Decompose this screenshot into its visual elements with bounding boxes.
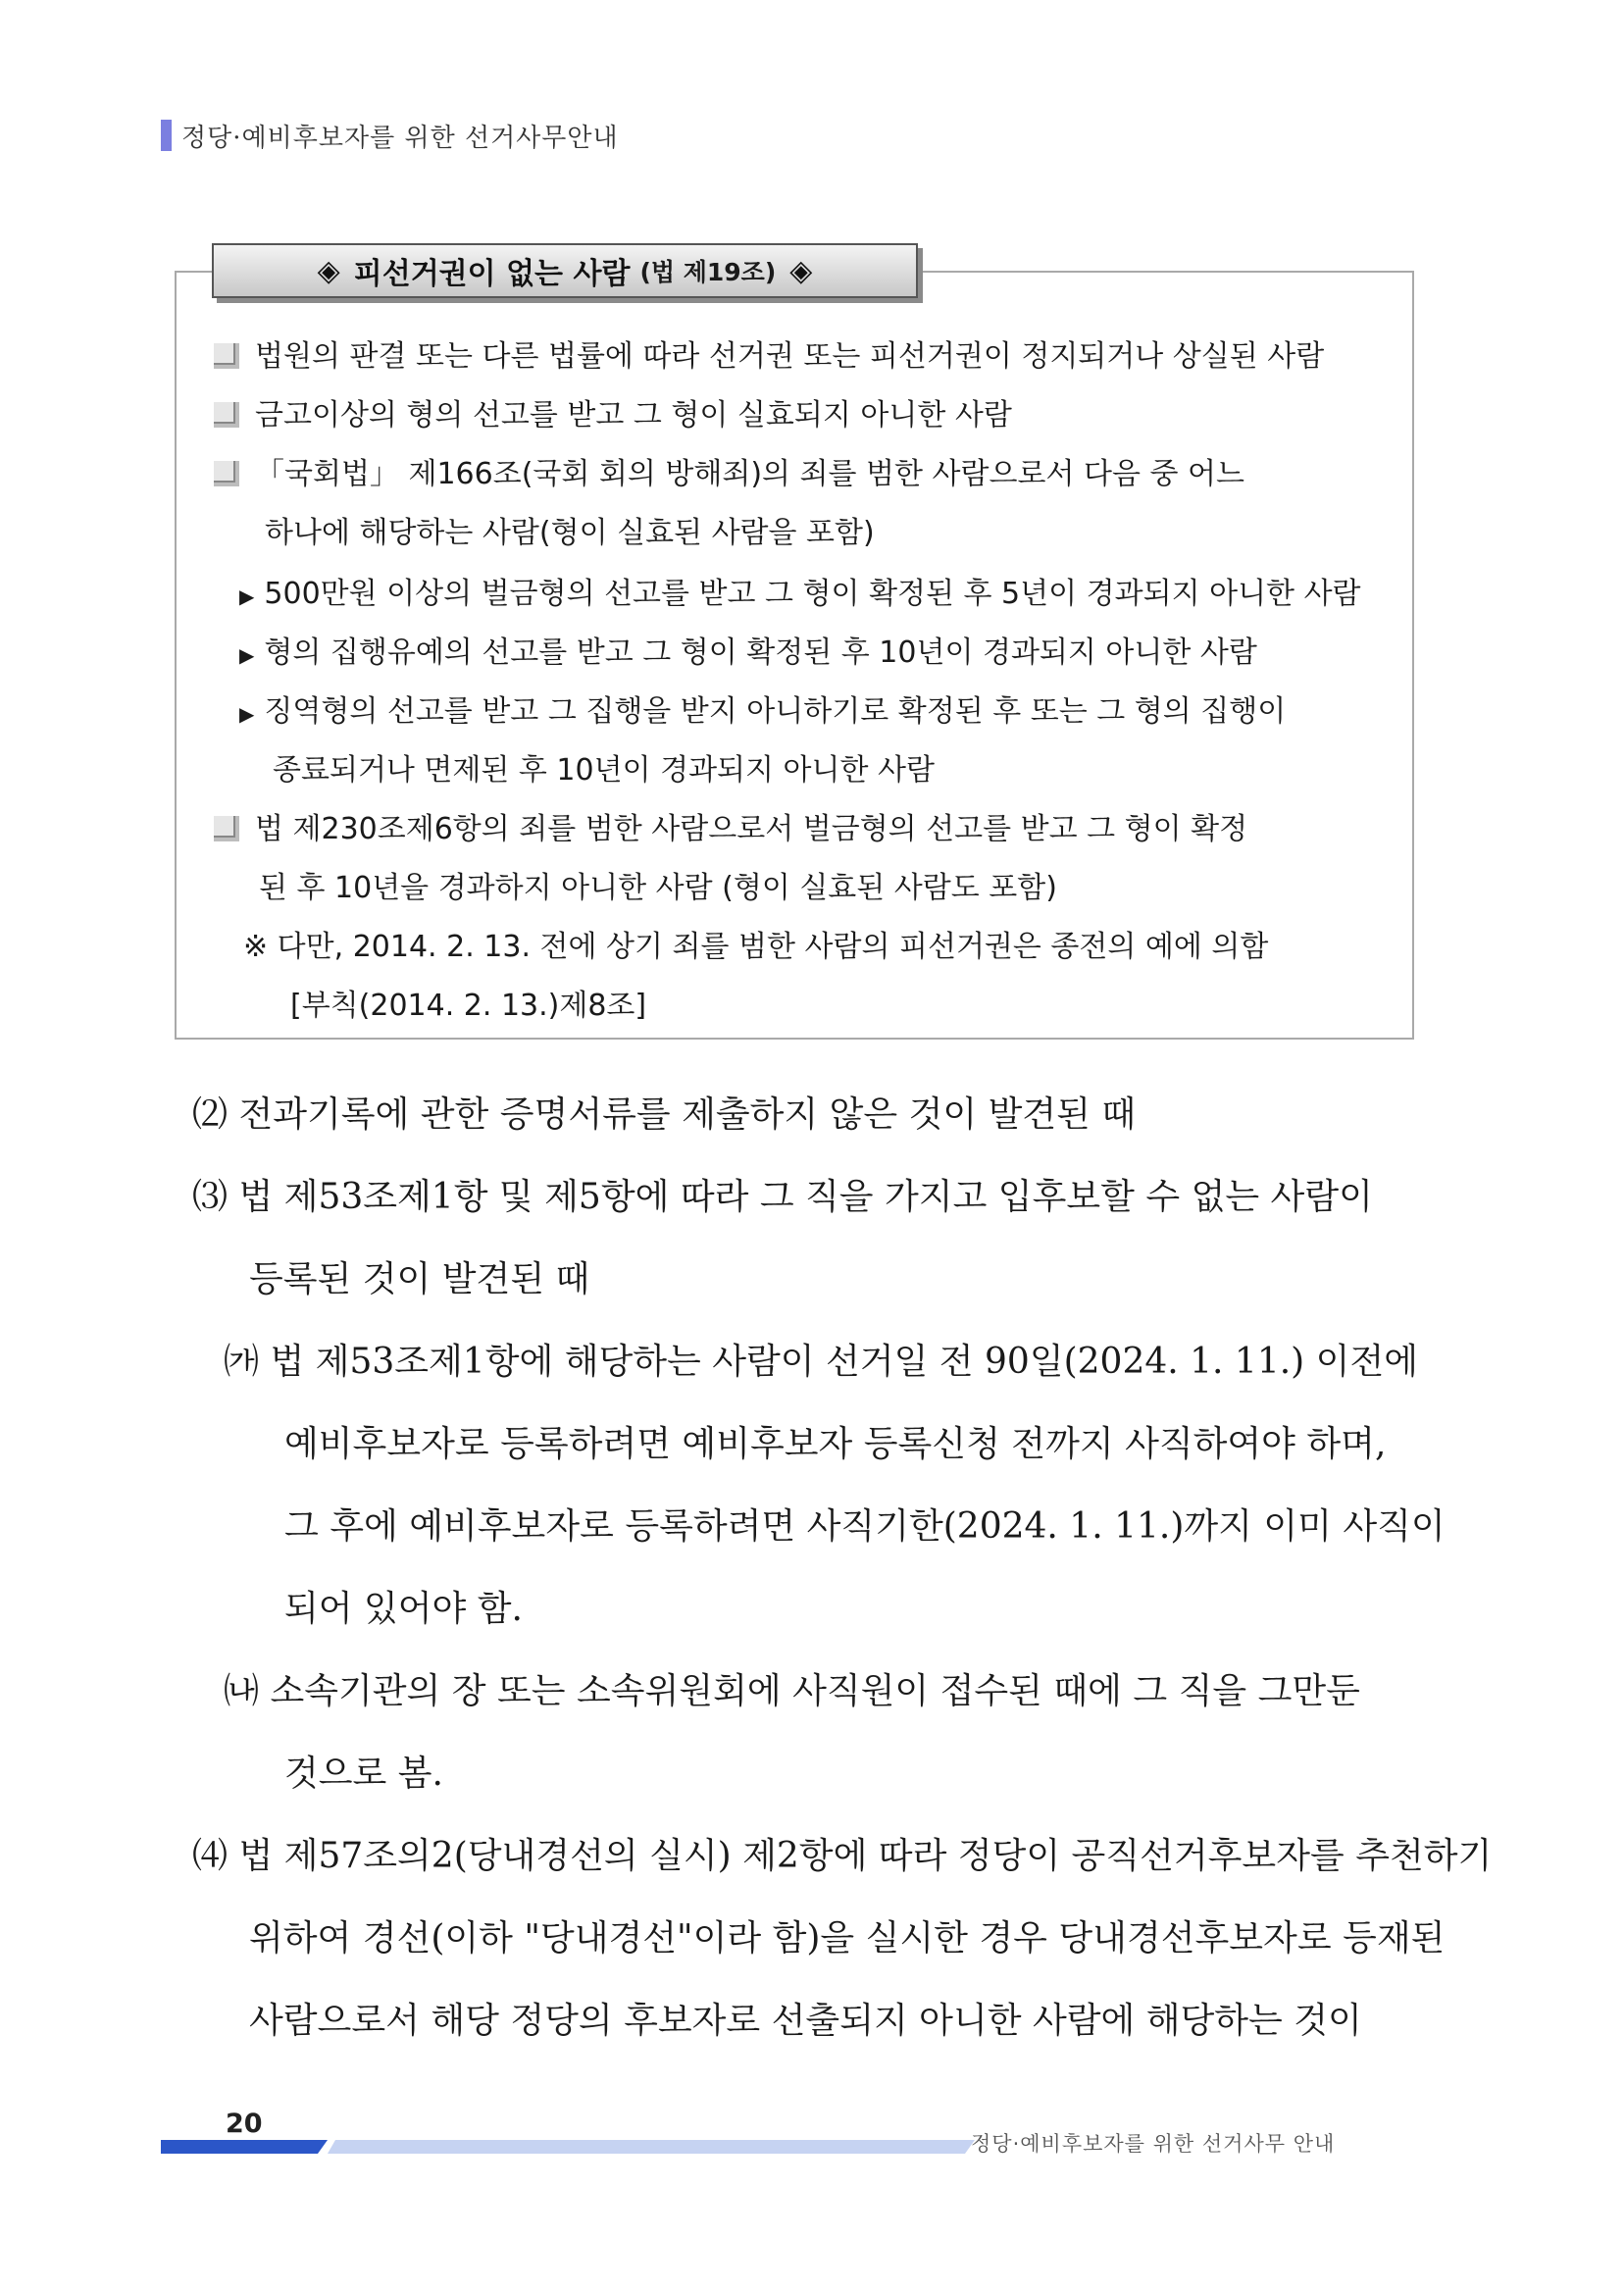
body-line: ㈎ 법 제53조제1항에 해당하는 사람이 선거일 전 90일(2024. 1. 11.) 이전에 [224,1342,1419,1382]
box-title-text: 피선거권이 없는 사람 [353,257,631,291]
box-item-continued: 하나에 해당하는 사람(형이 실효된 사람을 포함) [265,516,875,550]
box-item: 법원의 판결 또는 다른 법률에 따라 선거권 또는 피선거권이 정지되거나 상실된 사람 [214,331,1324,375]
page-number: 20 [226,2109,263,2139]
square-bullet-icon [214,461,239,486]
triangle-bullet-icon: ▶ [239,585,255,608]
header-accent-bar [161,120,172,151]
footer-bar-dark [161,2140,328,2154]
box-title [212,243,918,298]
body-line: ⑷ 법 제57조의2(당내경선의 실시) 제2항에 따라 정당이 공직선거후보자를 추천하기 [192,1836,1493,1876]
triangle-bullet-icon: ▶ [239,702,255,726]
box-item: 법 제230조제6항의 죄를 범한 사람으로서 벌금형의 선고를 받고 그 형이 확정 [214,804,1247,847]
square-bullet-icon [214,816,239,841]
body-line: ⑶ 법 제53조제1항 및 제5항에 따라 그 직을 가지고 입후보할 수 없는 사람이 [192,1177,1373,1217]
body-line: 등록된 것이 발견된 때 [249,1259,590,1299]
body-line: 예비후보자로 등록하려면 예비후보자 등록신청 전까지 사직하여야 하며, [284,1424,1387,1464]
box-note-continued: [부칙(2014. 2. 13.)제8조] [290,989,647,1023]
body-line: ⑵ 전과기록에 관한 증명서류를 제출하지 않은 것이 발견된 때 [192,1094,1137,1135]
box-subitem: ▶ 500만원 이상의 벌금형의 선고를 받고 그 형이 확정된 후 5년이 경과되지 아니한 사람 [239,577,1361,611]
square-bullet-icon [214,402,239,428]
running-header [161,118,619,153]
box-item-continued: 된 후 10년을 경과하지 아니한 사람 (형이 실효된 사람도 포함) [259,871,1057,905]
running-title: 정당·예비후보자를 위한 선거사무안내 [181,123,619,153]
footer-bar [161,2140,975,2154]
box-subitem: ▶ 형의 집행유예의 선고를 받고 그 형이 확정된 후 10년이 경과되지 아니한 사람 [239,636,1257,670]
body-line: ㈏ 소속기관의 장 또는 소속위원회에 사직원이 접수된 때에 그 직을 그만둔 [224,1671,1360,1711]
body-line: 되어 있어야 함. [284,1589,523,1629]
body-line: 위하여 경선(이하 "당내경선"이라 함)을 실시한 경우 당내경선후보자로 등재된 [249,1918,1446,1958]
footer-title: 정당·예비후보자를 위한 선거사무 안내 [971,2132,1336,2156]
square-bullet-icon [214,343,239,369]
body-line: 것으로 봄. [284,1754,443,1794]
diamond-icon-left: ◈ [317,253,340,288]
box-item: 「국회법」 제166조(국회 회의 방해죄)의 죄를 범한 사람으로서 다음 중 어느 [214,449,1244,492]
body-line: 사람으로서 해당 정당의 후보자로 선출되지 아니한 사람에 해당하는 것이 [249,2001,1362,2041]
diamond-icon-right: ◈ [789,253,813,288]
footer-bar-light [328,2140,975,2154]
box-subitem-continued: 종료되거나 면제된 후 10년이 경과되지 아니한 사람 [273,753,935,788]
body-line: 그 후에 예비후보자로 등록하려면 사직기한(2024. 1. 11.)까지 이미 사직이 [284,1506,1446,1547]
box-title-law: (법 제19조) [639,258,777,286]
box-subitem: ▶ 징역형의 선고를 받고 그 집행을 받지 아니하기로 확정된 후 또는 그 형의 집행이 [239,694,1287,729]
box-note: ※ 다만, 2014. 2. 13. 전에 상기 죄를 범한 사람의 피선거권은 종전의 예에 의함 [243,930,1269,964]
box-item: 금고이상의 형의 선고를 받고 그 형이 실효되지 아니한 사람 [214,390,1012,433]
triangle-bullet-icon: ▶ [239,643,255,667]
